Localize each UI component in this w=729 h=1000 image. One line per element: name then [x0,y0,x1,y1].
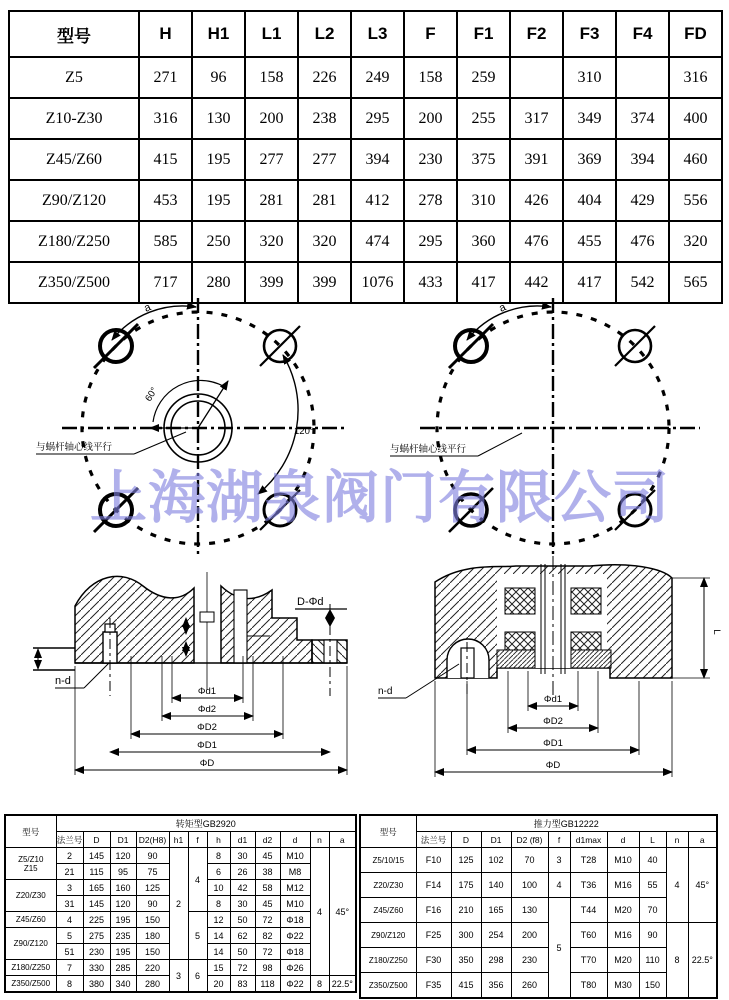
table-cell: 281 [245,180,298,221]
table-cell: Z180/Z250 [9,221,139,262]
table-cell: 399 [298,262,351,303]
header-cell: D2(H8) [136,832,169,848]
table-cell: F14 [416,873,451,898]
header-cell: F1 [457,11,510,57]
table-cell: M20 [607,948,639,973]
table-cell: 5 [548,898,570,999]
table-cell: 295 [351,98,404,139]
flange-spec-tables [4,814,720,999]
table-cell: 8 [310,976,329,993]
table-cell: 6 [188,960,207,993]
table-cell: 150 [136,912,169,928]
header-cell: D1 [110,832,136,848]
table-cell: 90 [639,923,666,948]
header-cell: f [548,832,570,848]
left-flange-face-diagram [36,298,344,554]
table-cell: 210 [451,898,481,923]
table-cell: 3 [548,848,570,873]
table-cell: 310 [457,180,510,221]
table-cell: 295 [404,221,457,262]
table-cell: 55 [639,873,666,898]
table-cell: 280 [192,262,245,303]
table-cell: 72 [255,912,280,928]
top-dimension-table [8,10,723,304]
table-cell: 125 [451,848,481,873]
table-cell: Φ22 [280,976,310,993]
header-cell: H [139,11,192,57]
bolt-hole-icon [94,324,138,368]
header-cell: D [83,832,110,848]
angle-a-label: a [142,301,153,315]
table-cell: 58 [255,880,280,896]
table-cell: 476 [616,221,669,262]
table-cell: 110 [639,948,666,973]
table-cell: 453 [139,180,192,221]
table-cell: F16 [416,898,451,923]
table-cell: 281 [298,180,351,221]
table-cell: 22.5° [329,976,356,993]
table-cell: 125 [136,880,169,896]
header-cell: F2 [510,11,563,57]
table-cell: 8 [666,923,688,999]
table-cell: 271 [139,57,192,98]
table-cell: 429 [616,180,669,221]
L-dim-label: L [711,629,722,635]
header-cell: a [329,832,356,848]
table-cell: 310 [563,57,616,98]
header-cell: d [607,832,639,848]
bolt-hole-icon [94,488,138,532]
header-cell: H1 [192,11,245,57]
table-cell: 158 [404,57,457,98]
table-cell: T80 [570,973,607,999]
table-cell: 40 [639,848,666,873]
worm-axis-note: 与蜗杆轴心线平行 [36,442,113,453]
table-cell: 195 [192,180,245,221]
table-cell: 277 [245,139,298,180]
table-cell: 4 [310,848,329,976]
table-cell: 330 [83,960,110,976]
header-cell: 型号 [5,815,56,848]
header-cell: 转矩型GB2920 [56,815,356,832]
table-cell: 50 [230,944,255,960]
table-cell: 31 [56,896,83,912]
table-cell: 394 [616,139,669,180]
table-cell: Z45/Z60 [360,898,416,923]
bolt-hole-icon [449,488,493,532]
table-cell: 14 [207,928,230,944]
table-cell: F35 [416,973,451,999]
table-cell: 100 [511,873,548,898]
table-cell: T28 [570,848,607,873]
table-cell: 254 [481,923,511,948]
table-cell: 3 [56,880,83,896]
table-cell: Z45/Z60 [5,912,56,928]
table-cell: 70 [511,848,548,873]
table-cell: M10 [280,848,310,864]
table-cell: Z10-Z30 [9,98,139,139]
table-cell: 412 [351,180,404,221]
table-cell: 399 [245,262,298,303]
header-cell: 推力型GB12222 [416,815,717,832]
table-cell [616,57,669,98]
table-cell: 317 [510,98,563,139]
table-cell: 220 [136,960,169,976]
table-cell: 38 [255,864,280,880]
table-cell: 70 [639,898,666,923]
table-cell: 150 [639,973,666,999]
table-cell: 4 [548,873,570,898]
table-cell: M10 [280,896,310,912]
table-cell: 8 [56,976,83,993]
table-cell: Φ22 [280,928,310,944]
right-flange-face-diagram [390,298,700,554]
table-cell: 42 [230,880,255,896]
table-cell: Z20/Z30 [5,880,56,912]
table-cell: 195 [110,944,136,960]
D-phi-d-label: D-Φd [297,596,324,608]
bolt-hole-icon [260,326,300,366]
header-cell: d1max [570,832,607,848]
table-cell: 375 [457,139,510,180]
header-cell: F4 [616,11,669,57]
table-cell: 230 [511,948,548,973]
table-cell: 175 [451,873,481,898]
table-cell: 3 [169,960,188,993]
right-cross-section [378,556,722,777]
table-cell: 4 [666,848,688,923]
table-cell: 96 [192,57,245,98]
company-watermark: 上海湖泉阀门有限公司 [90,465,670,531]
thrust-flange-table [359,814,718,999]
torque-flange-table [4,814,357,993]
table-cell: 369 [563,139,616,180]
table-cell: 298 [481,948,511,973]
table-cell: M20 [607,898,639,923]
table-cell: 75 [136,864,169,880]
table-cell: 51 [56,944,83,960]
angle-a-label: a [497,301,508,315]
table-cell: 90 [136,896,169,912]
table-cell: 8 [207,848,230,864]
table-cell: 380 [83,976,110,993]
header-cell: D1 [481,832,511,848]
table-cell: 21 [56,864,83,880]
table-cell: 200 [245,98,298,139]
bolt-hole-icon [449,324,493,368]
table-cell: 460 [669,139,722,180]
table-cell: 95 [110,864,136,880]
dim-label: ΦD [199,758,215,769]
table-cell: 200 [511,923,548,948]
table-cell: 426 [510,180,563,221]
header-cell: h [207,832,230,848]
table-cell: 102 [481,848,511,873]
table-cell: Φ18 [280,912,310,928]
table-cell: 415 [139,139,192,180]
table-cell: F10 [416,848,451,873]
header-cell: F3 [563,11,616,57]
table-cell: 15 [207,960,230,976]
n-d-label: n-d [55,675,71,687]
table-cell: Z20/Z30 [360,873,416,898]
header-cell: n [310,832,329,848]
table-cell: F30 [416,948,451,973]
table-cell: 235 [110,928,136,944]
table-cell: 12 [207,912,230,928]
header-cell: 法兰号 [416,832,451,848]
table-cell: 285 [110,960,136,976]
bolt-hole-icon [615,490,655,530]
dim-label: ΦD1 [197,740,217,751]
angle-120-label: 120° [294,426,314,437]
table-cell: 542 [616,262,669,303]
worm-axis-note: 与蜗杆轴心线平行 [390,444,467,455]
table-cell: 300 [451,923,481,948]
table-cell: 195 [110,912,136,928]
table-cell: 238 [298,98,351,139]
table-cell: 118 [255,976,280,993]
table-cell: 400 [669,98,722,139]
table-cell: 278 [404,180,457,221]
table-cell: 417 [457,262,510,303]
table-cell: 277 [298,139,351,180]
table-cell: Z90/Z120 [9,180,139,221]
header-cell: D2 (f8) [511,832,548,848]
header-cell: d [280,832,310,848]
table-cell: 455 [563,221,616,262]
table-cell: 417 [563,262,616,303]
table-cell: Z5/10/15 [360,848,416,873]
table-cell: 255 [457,98,510,139]
table-cell: Z5/Z10 Z15 [5,848,56,880]
table-cell: 320 [298,221,351,262]
table-cell: Z45/Z60 [9,139,139,180]
table-cell: 160 [110,880,136,896]
table-cell: 45° [688,848,717,923]
table-cell: 45 [255,848,280,864]
table-cell: 356 [481,973,511,999]
table-cell: 165 [83,880,110,896]
table-cell: 14 [207,944,230,960]
header-cell: a [688,832,717,848]
dim-label: ΦD [545,760,561,771]
dim-label: ΦD1 [543,738,563,749]
table-cell: 120 [110,848,136,864]
table-cell: Φ26 [280,960,310,976]
dim-label: Φd1 [197,686,217,697]
table-cell: 83 [230,976,255,993]
table-cell: 30 [230,848,255,864]
table-cell: Z5 [9,57,139,98]
dim-label: Φd1 [543,694,563,705]
table-cell: 45° [329,848,356,976]
table-cell: 6 [207,864,230,880]
table-cell [510,57,563,98]
table-cell: F25 [416,923,451,948]
header-cell: L2 [298,11,351,57]
header-cell: L3 [351,11,404,57]
table-cell: 249 [351,57,404,98]
table-cell: 158 [245,57,298,98]
table-cell: 130 [192,98,245,139]
table-cell: 404 [563,180,616,221]
table-cell: 349 [563,98,616,139]
table-cell: 145 [83,896,110,912]
header-cell: d2 [255,832,280,848]
table-cell: 2 [169,848,188,960]
table-cell: 82 [255,928,280,944]
table-cell: 26 [230,864,255,880]
table-cell: 4 [188,848,207,912]
table-cell: 8 [207,896,230,912]
table-cell: 22.5° [688,923,717,999]
header-cell: 型号 [360,815,416,848]
table-cell: 360 [457,221,510,262]
header-cell: L [639,832,666,848]
table-cell: 72 [255,944,280,960]
dim-label: Φd2 [197,704,217,715]
table-cell: 226 [298,57,351,98]
table-cell: 717 [139,262,192,303]
table-cell: 115 [83,864,110,880]
header-cell: f [188,832,207,848]
flange-face-diagrams [0,282,729,558]
table-cell: 145 [83,848,110,864]
table-cell: 98 [255,960,280,976]
table-cell: 391 [510,139,563,180]
dim-label: ΦD2 [543,716,563,727]
bolt-hole-icon [260,490,300,530]
table-cell: 90 [136,848,169,864]
table-cell: 316 [139,98,192,139]
table-cell: 230 [83,944,110,960]
table-cell: 340 [110,976,136,993]
table-cell: 556 [669,180,722,221]
table-cell: 130 [511,898,548,923]
table-cell: M8 [280,864,310,880]
table-cell: 280 [136,976,169,993]
table-cell: T36 [570,873,607,898]
table-cell: M16 [607,873,639,898]
table-cell: Z350/Z500 [5,976,56,993]
table-cell: 260 [511,973,548,999]
table-cell: 140 [481,873,511,898]
header-cell: 法兰号 [56,832,83,848]
table-cell: 474 [351,221,404,262]
table-cell: 394 [351,139,404,180]
table-cell: M30 [607,973,639,999]
table-cell: 72 [230,960,255,976]
table-cell: 565 [669,262,722,303]
table-cell: 316 [669,57,722,98]
table-cell: 433 [404,262,457,303]
table-cell: T70 [570,948,607,973]
table-cell: 7 [56,960,83,976]
table-cell: T44 [570,898,607,923]
table-cell: 5 [56,928,83,944]
table-cell: Z90/Z120 [360,923,416,948]
table-cell: 200 [404,98,457,139]
table-cell: 250 [192,221,245,262]
header-cell: n [666,832,688,848]
table-cell: T60 [570,923,607,948]
table-cell: M12 [280,880,310,896]
table-cell: Z350/Z500 [9,262,139,303]
dim-label: ΦD2 [197,722,217,733]
header-cell: 型号 [9,11,139,57]
table-cell: 585 [139,221,192,262]
angle-60-label: 60° [143,385,161,404]
table-cell: Z180/Z250 [360,948,416,973]
table-cell: M16 [607,923,639,948]
header-cell: F [404,11,457,57]
header-cell: h1 [169,832,188,848]
table-cell: 2 [56,848,83,864]
header-cell: d1 [230,832,255,848]
table-cell: 225 [83,912,110,928]
table-cell: 259 [457,57,510,98]
table-cell: 30 [230,896,255,912]
table-cell: 476 [510,221,563,262]
table-cell: 120 [110,896,136,912]
table-cell: 180 [136,928,169,944]
table-cell: Z350/Z500 [360,973,416,999]
bolt-hole-icon [615,326,655,366]
table-cell: 442 [510,262,563,303]
table-cell: 195 [192,139,245,180]
cross-section-drawings [0,556,729,812]
header-cell: L1 [245,11,298,57]
table-cell: 20 [207,976,230,993]
table-cell: 275 [83,928,110,944]
table-cell: 350 [451,948,481,973]
table-cell: 150 [136,944,169,960]
table-cell: 165 [481,898,511,923]
table-cell: 320 [669,221,722,262]
table-cell: Φ18 [280,944,310,960]
table-cell: 1076 [351,262,404,303]
table-cell: 320 [245,221,298,262]
table-cell: 4 [56,912,83,928]
table-cell: 62 [230,928,255,944]
table-cell: Z180/Z250 [5,960,56,976]
table-cell: 374 [616,98,669,139]
table-cell: 50 [230,912,255,928]
table-cell: 45 [255,896,280,912]
left-cross-section [33,572,347,775]
header-cell: FD [669,11,722,57]
table-cell: 10 [207,880,230,896]
table-cell: 5 [188,912,207,960]
table-cell: Z90/Z120 [5,928,56,960]
table-cell: 230 [404,139,457,180]
header-cell: D [451,832,481,848]
n-d-label: n-d [378,686,393,697]
table-cell: M10 [607,848,639,873]
table-cell: 415 [451,973,481,999]
